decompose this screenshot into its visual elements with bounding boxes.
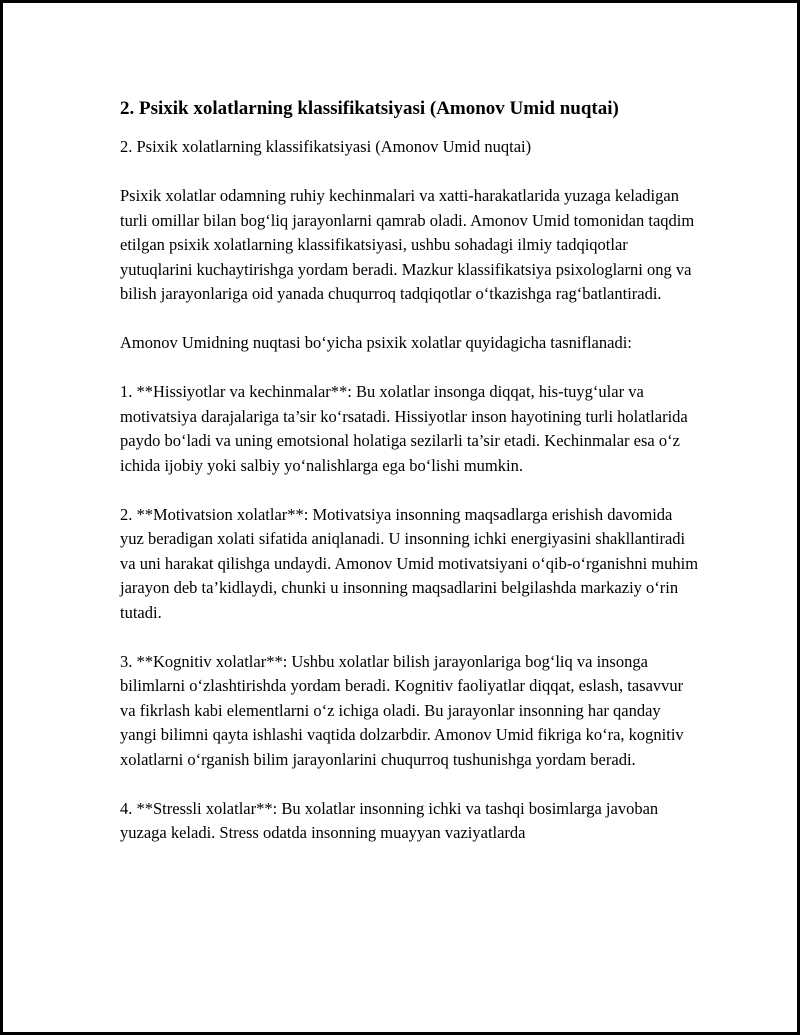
paragraph-item-2: 2. **Motivatsion xolatlar**: Motivatsiya insonning maqsadlarga erishish davomida yuz beradigan xolati sifatida aniqlanadi. U insonning ichki energiyasini shakllantiradi va uni harakat qilishga undaydi. Amonov Umid motivatsiyani o‘qib-o‘rganishni muhim jarayon deb ta’kidlaydi, chunki u insonning maqsadlarini belgilashda markaziy o‘rin tutadi.	[120, 504, 699, 622]
paragraph-item-4: 4. **Stressli xolatlar**: Bu xolatlar insonning ichki va tashqi bosimlarga javoban yuzaga keladi. Stress odatda insonning muayyan vaziyatlarda	[120, 798, 659, 842]
paragraph-item-3: 3. **Kognitiv xolatlar**: Ushbu xolatlar bilish jarayonlariga bog‘liq va insonga bilimlarni o‘zlashtirishda yordam beradi. Kognitiv faoliyatlar diqqat, eslash, tasavvur va fikrlash kabi elementlarni o‘z ichiga oladi. Bu jarayonlar insonning har qanday yangi bilimni qayta ishlashi vaqtida dolzarbdir. Amonov Umid fikriga ko‘ra, kognitiv xolatlarni o‘rganish bilim jarayonlarini chuqurroq tushunishga yordam beradi.	[120, 651, 684, 769]
paragraph-intro: Psixik xolatlar odamning ruhiy kechinmalari va xatti-harakatlarida yuzaga keladigan turli omillar bilan bog‘liq jarayonlarni qamrab oladi. Amonov Umid tomonidan taqdim etilgan psixik xolatlarning klassifikatsiyasi, ushbu sohadagi ilmiy tadqiqotlar yutuqlarini kuchaytirishga yordam beradi. Mazkur klassifikatsiya psixologlarni ong va bilish jarayonlariga oid yanada chuqurroq tadqiqotlar o‘tkazishga rag‘batlantiradi.	[120, 186, 695, 303]
document-subtitle: 2. Psixik xolatlarning klassifikatsiyasi (Amonov Umid nuqtai)	[120, 137, 532, 156]
paragraph-item-1: 1. **Hissiyotlar va kechinmalar**: Bu xolatlar insonga diqqat, his-tuyg‘ular va motivatsiya darajalariga ta’sir ko‘rsatadi. Hissiyotlar inson hayotining turli holatlarida paydo bo‘ladi va uning emotsional holatiga sezilarli ta’sir etadi. Kechinmalar esa o‘z ichida ijobiy yoki salbiy yo‘nalishlarga ega bo‘lishi mumkin.	[120, 382, 688, 475]
document-body	[120, 95, 700, 846]
document-title: 2. Psixik xolatlarning klassifikatsiyasi (Amonov Umid nuqtai)	[120, 98, 619, 119]
paragraph-classification-lead: Amonov Umidning nuqtasi bo‘yicha psixik xolatlar quyidagicha tasniflanadi:	[120, 333, 632, 352]
